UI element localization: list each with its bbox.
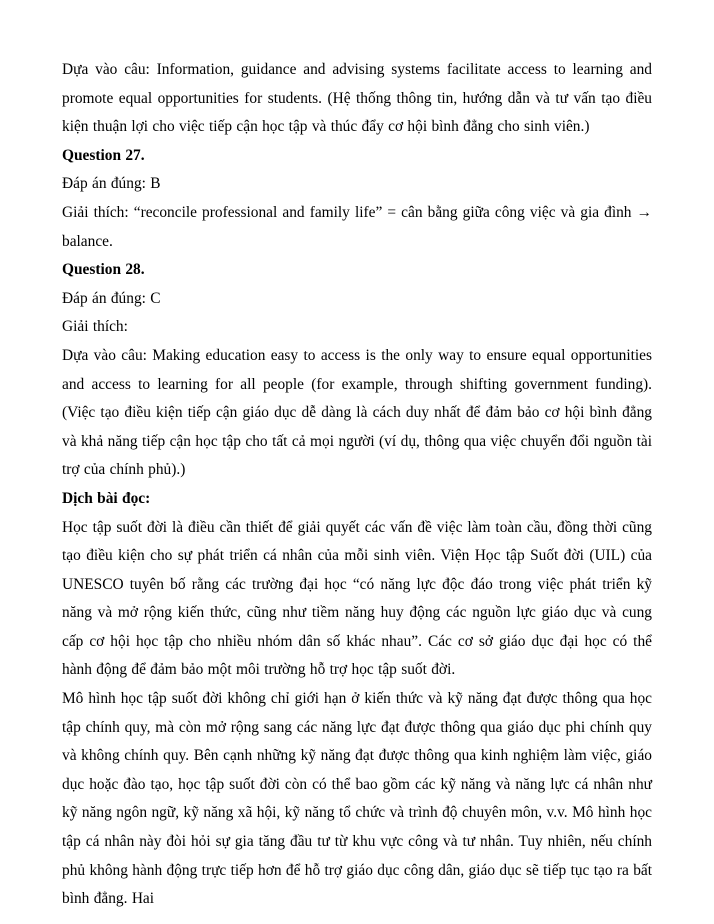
explanation-28-label: Giải thích: <box>62 318 128 336</box>
explanation-28-paragraph: Dựa vào câu: Making education easy to access is the only way to ensure equal opportunities and access to learning for all people (for example, through shifting government funding). (Việc tạo điều kiện tiếp cận giáo dục dễ dàng là cách duy nhất để đảm bảo cơ hội bình đẳng và khả năng tiếp cận học tập cho tất cả mọi người (ví dụ, thông qua việc chuyển đổi nguồn tài trợ của chính phủ).) <box>62 346 652 479</box>
question-28-heading: Question 28. <box>62 261 145 279</box>
translation-heading: Dịch bài đọc: <box>62 489 151 507</box>
answer-28-line: Đáp án đúng: C <box>62 289 161 307</box>
answer-27-line: Đáp án đúng: B <box>62 175 161 193</box>
explanation-paragraph-q26: Dựa vào câu: Information, guidance and advising systems facilitate access to learning and promote equal opportunities for students. (Hệ thống thông tin, hướng dẫn và tư vấn tạo điều kiện thuận lợi cho việc tiếp cận học tập và thúc đẩy cơ hội bình đẳng cho sinh viên.) <box>62 61 652 136</box>
translation-paragraph-2: Mô hình học tập suốt đời không chỉ giới hạn ở kiến thức và kỹ năng đạt được thông qua học tập chính quy, mà còn mở rộng sang các năng lực đạt được thông qua giáo dục phi chính quy và không chính quy. Bên cạnh những kỹ năng đạt được thông qua kinh nghiệm làm việc, giáo dục hoặc đào tạo, học tập suốt đời còn có thể bao gồm các kỹ năng và năng lực cá nhân như kỹ năng ngôn ngữ, kỹ năng xã hội, kỹ năng tổ chức và trình độ chuyên môn, v.v. Mô hình học tập cá nhân này đòi hỏi sự gia tăng đầu tư từ khu vực công và tư nhân. Tuy nhiên, nếu chính phủ không hành động trực tiếp hơn để hỗ trợ giáo dục công dân, giáo dục sẽ tiếp tục tạo ra bất bình đẳng. Hai <box>62 690 652 908</box>
question-27-heading: Question 27. <box>62 146 145 164</box>
translation-paragraph-1: Học tập suốt đời là điều cần thiết để giải quyết các vấn đề việc làm toàn cầu, đồng thời cũng tạo điều kiện cho sự phát triển cá nhân của mỗi sinh viên. Viện Học tập Suốt đời (UIL) của UNESCO tuyên bố rằng các trường đại học “có năng lực độc đáo trong việc phát triển kỹ năng và mở rộng kiến thức, cũng như tiềm năng huy động các nguồn lực giáo dục và cung cấp cơ hội học tập cho nhiều nhóm dân số khác nhau”. Các cơ sở giáo dục đại học có thể hành động để đảm bảo một môi trường hỗ trợ học tập suốt đời. <box>62 518 652 679</box>
explanation-27-paragraph: Giải thích: “reconcile professional and family life” = cân bằng giữa công việc và gia đình → balance. <box>62 203 652 250</box>
